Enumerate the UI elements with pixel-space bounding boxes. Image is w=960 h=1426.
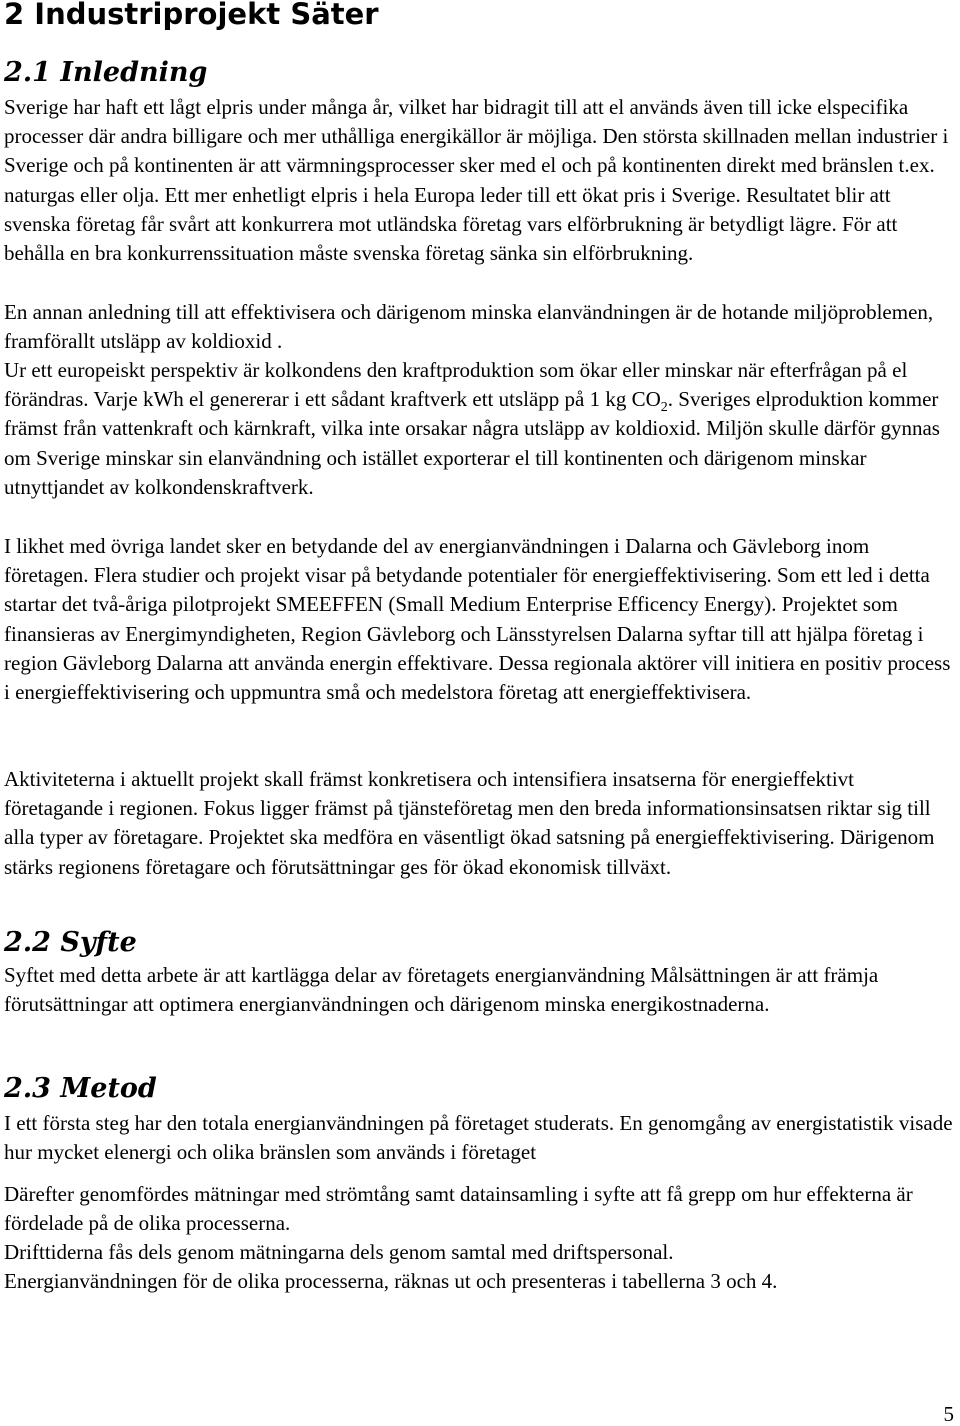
paragraph-method-4: Energianvändningen för de olika processerna, räknas ut och presenteras i tabellerna 3 och 4. [4, 1269, 778, 1293]
paragraph-intro-2: En annan anledning till att effektivisera och därigenom minska elanvändningen är de hotande miljöproblemen, framförallt utsläpp av koldioxid . [4, 300, 934, 354]
paragraph-intro-3-part-b: . Sveriges elproduktion kommer främst från vattenkraft och kärnkraft, vilka inte orsakar några utsläpp av koldioxid. Miljön skulle därför gynnas om Sverige minskar sin elanvändning och istället exporterar el till kontinenten och därigenom minskar utnyttjandet av kolkondenskraftverk. [4, 387, 940, 499]
section-heading-inledning: 2.1 Inledning [4, 57, 208, 88]
paragraph-purpose: Syftet med detta arbete är att kartlägga delar av företagets energianvändning Målsättningen är att främja förutsättningar att optimera energianvändningen och därigenom minska energikostnaderna. [4, 963, 879, 1017]
paragraph-intro-1: Sverige har haft ett lågt elpris under många år, vilket har bidragit till att el används även till icke elspecifika processer där andra billigare och mer uthålliga energikällor är möjliga. Den största skillnaden mellan industrier i Sverige och på kontinenten är att värmningsprocesser sker med el och på kontinenten direkt med bränslen t.ex. naturgas eller olja. Ett mer enhetligt elpris i hela Europa leder till ett ökat pris i Sverige. Resultatet blir att svenska företag får svårt att konkurrera mot utländska företag vars elförbrukning är betydligt lägre. För att behålla en bra konkurrenssituation måste svenska företag sänka sin elförbrukning. [4, 95, 949, 266]
chapter-heading: 2 Industriprojekt Säter [4, 0, 379, 31]
page-number: 5 [943, 1402, 954, 1426]
paragraph-method-2: Därefter genomfördes mätningar med strömtång samt datainsamling i syfte att få grepp om hur effekterna är fördelade på de olika processerna. [4, 1182, 913, 1236]
section-heading-metod: 2.3 Metod [4, 1073, 157, 1104]
co2-subscript: 2 [660, 400, 668, 416]
section-heading-syfte: 2.2 Syfte [4, 927, 137, 958]
paragraph-intro-4: I likhet med övriga landet sker en betydande del av energianvändningen i Dalarna och Gävleborg inom företagen. Flera studier och projekt visar på betydande potentialer för energieffektivisering. Som ett led i detta startar det två-åriga pilotprojekt SMEEFFEN (Small Medium Enterprise Efficency Energy). Projektet som finansieras av Energimyndigheten, Region Gävleborg och Länsstyrelsen Dalarna syftar till att hjälpa företag i region Gävleborg Dalarna att använda energin effektivare. Dessa regionala aktörer vill initiera en positiv process i energieffektivisering och uppmuntra små och medelstora företag att energieffektivisera. [4, 534, 951, 705]
paragraph-intro-5: Aktiviteterna i aktuellt projekt skall främst konkretisera och intensifiera insatserna för energieffektivt företagande i regionen. Fokus ligger främst på tjänsteföretag men den breda informationsinsatsen riktar sig till alla typer av företagare. Projektet ska medföra en väsentligt ökad satsning på energieffektivisering. Därigenom stärks regionens företagare och förutsättningar ges för ökad ekonomisk tillväxt. [4, 767, 935, 879]
paragraph-intro-3-part-a: Ur ett europeiskt perspektiv är kolkondens den kraftproduktion som ökar eller minskar när efterfrågan på el förändras. Varje kWh el genererar i ett sådant kraftverk ett utsläpp på 1 kg CO [4, 358, 908, 412]
paragraph-intro-3 [4, 356, 956, 502]
paragraph-method-3: Drifttiderna fås dels genom mätningarna dels genom samtal med driftspersonal. [4, 1240, 674, 1264]
paragraph-method-1: I ett första steg har den totala energianvändningen på företaget studerats. En genomgång av energistatistik visade hur mycket elenergi och olika bränslen som används i företaget [4, 1111, 953, 1165]
